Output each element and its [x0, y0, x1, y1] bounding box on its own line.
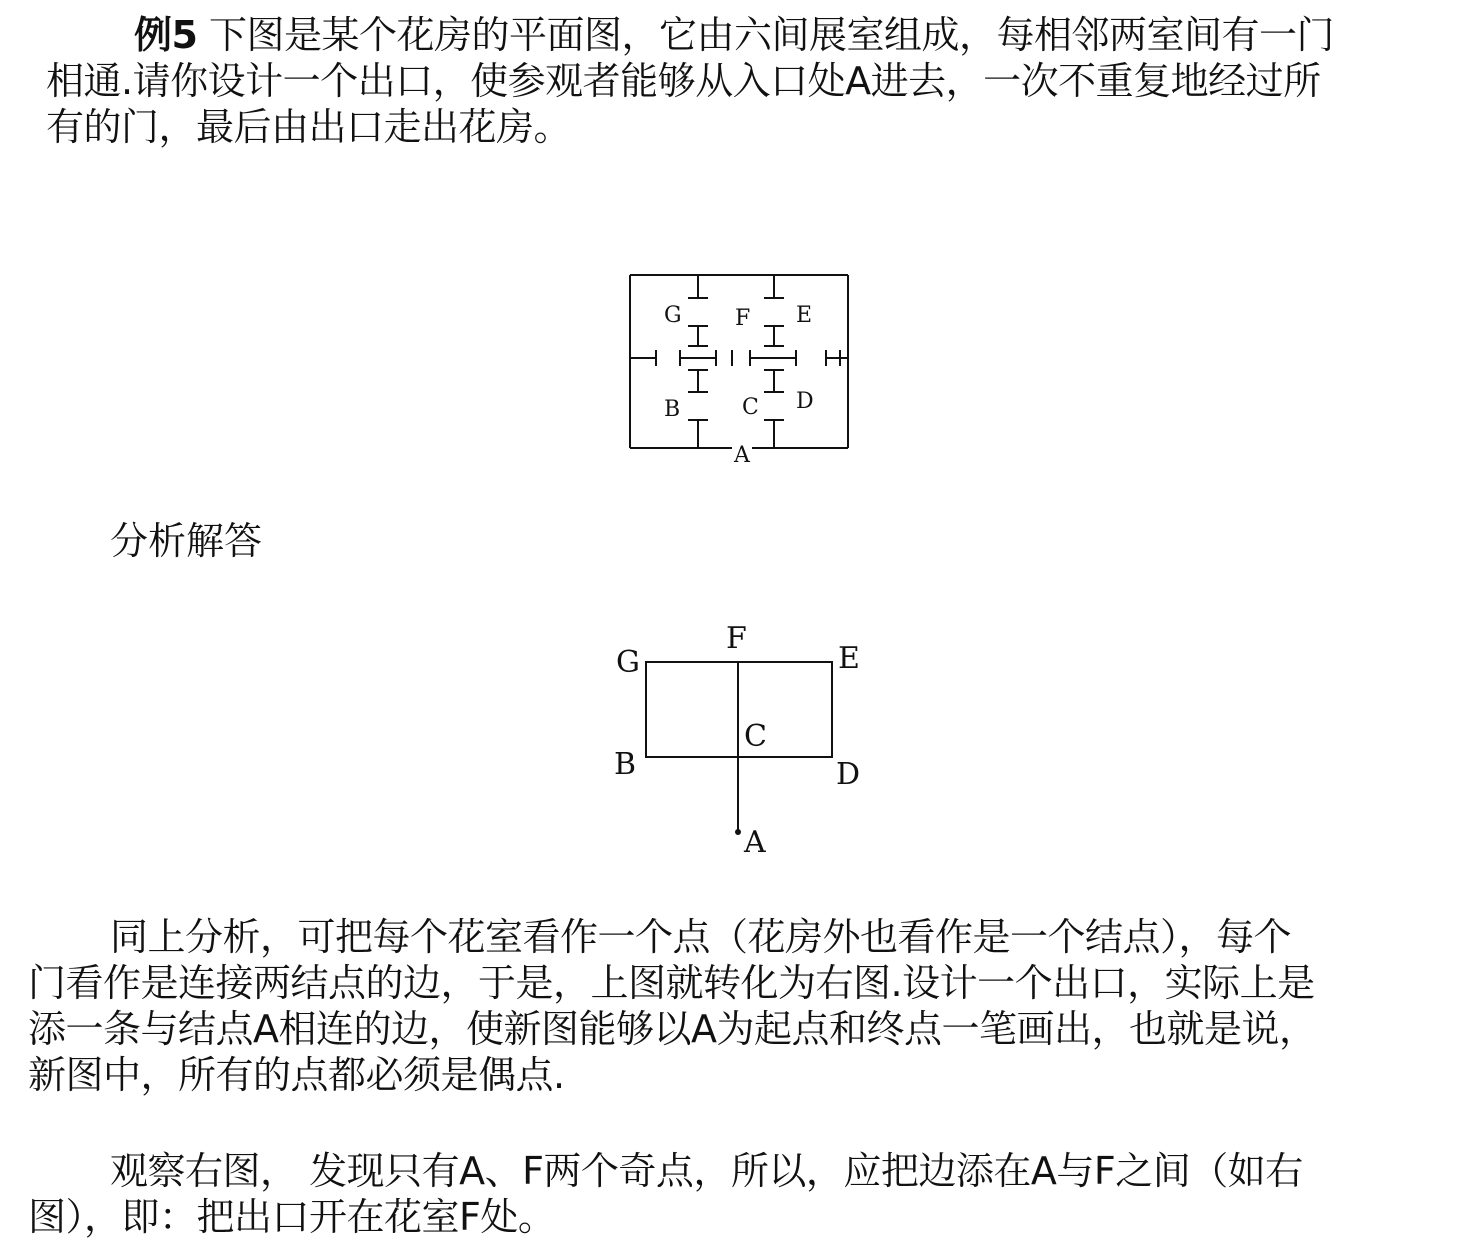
node-label-e: E: [838, 641, 860, 676]
solution-paragraph: [28, 914, 1440, 1098]
example-text-line-2: 相通.请你设计一个出口，使参观者能够从入口处A进去，一次不重复地经过所: [46, 59, 1321, 103]
floor-plan-labels: [664, 303, 814, 468]
room-label-e: E: [796, 303, 813, 328]
room-label-f: F: [735, 306, 751, 331]
floor-plan-figure: [630, 275, 848, 448]
node-label-c: C: [744, 719, 767, 754]
room-label-c: C: [742, 395, 759, 420]
room-label-b: B: [664, 397, 681, 422]
solution-line-4: 新图中，所有的点都必须是偶点.: [28, 1053, 565, 1097]
room-label-g: G: [664, 303, 682, 328]
conclusion-line-2: 图），即：把出口开在花室F处。: [28, 1195, 556, 1239]
analysis-heading: 分析解答: [110, 519, 263, 563]
solution-line-2: 门看作是连接两结点的边，于是，上图就转化为右图.设计一个出口，实际上是: [28, 961, 1315, 1005]
room-label-d: D: [796, 389, 814, 414]
graph-figure: [646, 662, 832, 832]
entrance-label-a: A: [734, 443, 750, 468]
solution-line-3: 添一条与结点A相连的边，使新图能够以A为起点和终点一笔画出，也就是说，: [28, 1007, 1317, 1051]
node-label-g: G: [616, 645, 640, 680]
solution-line-1: 同上分析，可把每个花室看作一个点（花房外也看作是一个结点），每个: [110, 915, 1292, 959]
node-label-d: D: [836, 757, 861, 792]
conclusion-line-1: 观察右图， 发现只有A、F两个奇点，所以，应把边添在A与F之间（如右: [110, 1149, 1303, 1193]
node-label-b: B: [614, 747, 637, 782]
example-text-line-3: 有的门，最后由出口走出花房。: [46, 105, 572, 149]
node-label-f: F: [726, 621, 747, 656]
example-text-line-1: 下图是某个花房的平面图，它由六间展室组成，每相邻两室间有一门: [209, 13, 1335, 57]
node-a-dot: [735, 829, 741, 835]
node-label-a: A: [744, 825, 766, 860]
example-number: 例5: [134, 13, 198, 57]
conclusion-paragraph: [28, 1148, 1440, 1240]
